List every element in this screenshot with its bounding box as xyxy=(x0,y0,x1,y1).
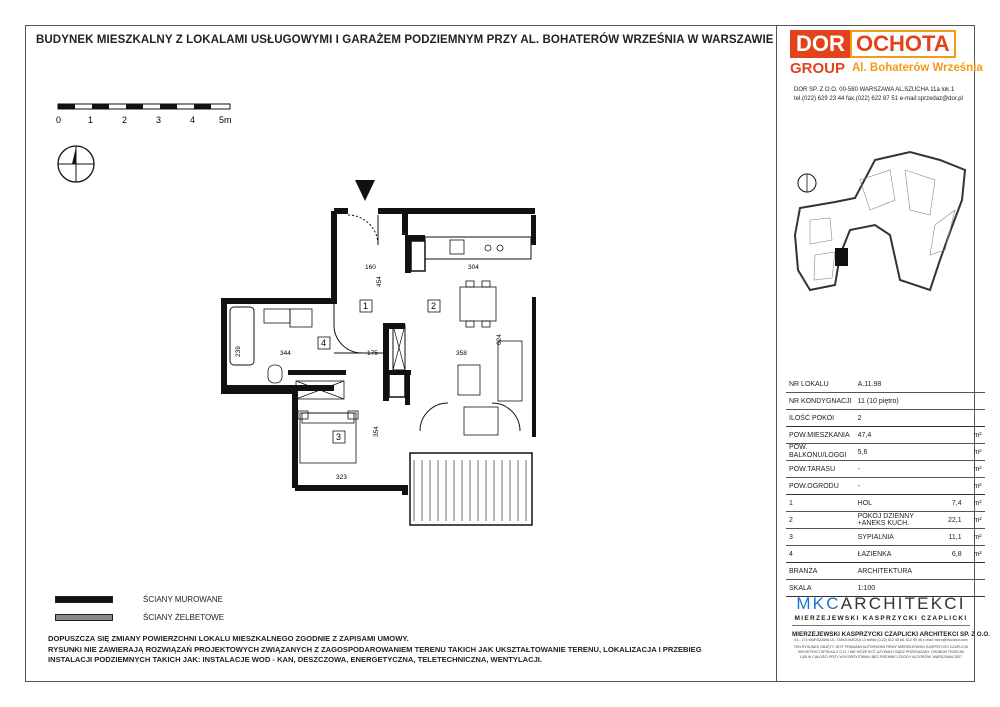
architect-architekci: ARCHITEKCI xyxy=(840,594,966,613)
table-row xyxy=(786,444,985,461)
entrance-arrow-icon xyxy=(355,180,375,201)
scale-label: 5m xyxy=(219,115,232,125)
scale-label: 4 xyxy=(190,115,196,125)
dimension-label: 175 xyxy=(367,350,378,357)
room-no: 2 xyxy=(786,512,855,529)
table-row xyxy=(786,427,985,444)
info-unit: m² xyxy=(965,495,985,512)
info-label: BRANŻA xyxy=(786,563,855,580)
company-address: DOR SP. Z O.O. 00-580 WARSZAWA AL.SZUCHA 11a lok.1 xyxy=(794,87,955,93)
scale-label: 0 xyxy=(56,115,62,125)
dimension-label: 624 xyxy=(496,334,503,345)
scale-label: 3 xyxy=(156,115,162,125)
logo-street: Al. Bohaterów Września xyxy=(852,62,983,74)
note-line: INSTALACJI PODZIEMNYCH TAKICH JAK: INSTALACJE WOD - KAN, DESZCZOWA, ENERGETYCZNA, TELETECHNICZNA, WENTYLACJI. xyxy=(48,655,543,664)
info-label: NR LOKALU xyxy=(786,376,855,393)
room-name-area xyxy=(855,529,965,546)
logo-ochota: OCHOTA xyxy=(850,30,956,58)
room-name: SYPIALNIA xyxy=(857,533,894,541)
architect-logo xyxy=(792,594,970,614)
architect-names: MIERZEJEWSKI KASPRZYCKI CZAPLICKI xyxy=(794,615,968,622)
apartment-info-table xyxy=(786,376,985,597)
info-value: A.11.98 xyxy=(855,376,985,393)
sheet-divider xyxy=(776,25,777,682)
table-row xyxy=(786,393,985,410)
room-number: 2 xyxy=(431,301,437,311)
info-unit: m² xyxy=(965,444,985,461)
info-value: - xyxy=(855,461,965,478)
room-number: 4 xyxy=(321,338,327,348)
info-value: ARCHITEKTURA xyxy=(855,563,985,580)
logo-group: GROUP xyxy=(790,60,846,77)
info-unit: m² xyxy=(965,461,985,478)
legend-label: ŚCIANY MUROWANE xyxy=(143,595,224,604)
dimension-label: 323 xyxy=(336,474,347,481)
table-row xyxy=(786,546,985,563)
info-label: ILOŚĆ POKOI xyxy=(786,410,855,427)
scale-label: 1 xyxy=(88,115,94,125)
info-label: POW. BALKONU/LOGGI xyxy=(786,444,855,461)
room-number: 1 xyxy=(363,301,369,311)
company-contact xyxy=(794,86,963,104)
dimension-label: 160 xyxy=(365,264,376,271)
dimension-label: 358 xyxy=(456,350,467,357)
architect-address: 01 - 174 WARSZAWA UL. TARGOWICKA 13 tel/fax (0-22) 612 48 88, 612 49 48 e-mail: biuro@mkcarch.com xyxy=(794,638,968,642)
info-value: 5,6 xyxy=(855,444,965,461)
table-row xyxy=(786,563,985,580)
room-area: 7,4 xyxy=(951,499,962,507)
dimension-label: 454 xyxy=(376,276,383,287)
sheet-title: BUDYNEK MIESZKALNY Z LOKALAMI USŁUGOWYMI I GARAŻEM PODZIEMNYM PRZY AL. BOHATERÓW WRZEŚNIA W WARSZAWIE xyxy=(36,34,774,46)
legend-label: ŚCIANY ŻELBETOWE xyxy=(143,613,225,622)
note-line: RYSUNKI NIE ZAWIERAJĄ ROZWIĄZAŃ PROJEKTOWYCH ZWIĄZANYCH Z ZAGOSPODAROWANIEM TERENU TAKICH JAK UKSZTAŁTOWANIE TERENU, LOKALIZACJA I PRZEBIEG xyxy=(48,644,702,654)
table-row xyxy=(786,529,985,546)
info-label: POW.TARASU xyxy=(786,461,855,478)
info-value: - xyxy=(855,478,965,495)
architect-mkc: MKC xyxy=(796,594,841,613)
dimension-label: 354 xyxy=(373,426,380,437)
info-value: 47,4 xyxy=(855,427,965,444)
note-line: DOPUSZCZA SIĘ ZMIANY POWIERZCHNI LOKALU MIESZKALNEGO ZGODNIE Z ZAPISAMI UMOWY. xyxy=(48,634,409,643)
info-label: POW.OGRODU xyxy=(786,478,855,495)
room-name-area xyxy=(855,495,965,512)
legend-swatch-zelbetowe xyxy=(55,614,113,621)
info-label: POW.MIESZKANIA xyxy=(786,427,855,444)
table-row xyxy=(786,461,985,478)
room-no: 1 xyxy=(786,495,855,512)
floor-plan xyxy=(210,175,570,540)
room-area: 22,1 xyxy=(948,517,962,524)
legend-swatch-murowane xyxy=(55,596,113,603)
room-area: 6,8 xyxy=(951,550,962,558)
room-name: POKÓJ DZIENNY +ANEKS KUCH. xyxy=(857,513,914,527)
copyright-line: ARCHITEKCI SPÓŁKA Z O.O. I NIE MOŻE BYĆ UŻYWANY BĄDŹ PRZEKAZANY OSOBOM TRZECIM xyxy=(798,650,964,654)
info-value: 11 (10 piętro) xyxy=(855,393,985,410)
logo-dor: DOR xyxy=(790,30,851,58)
north-arrow-icon xyxy=(56,144,96,189)
room-name-area xyxy=(855,546,965,563)
table-row xyxy=(786,410,985,427)
scale-bar xyxy=(48,100,248,135)
architect-firm: MIERZEJEWSKI KASPRZYCKI CZAPLICKI ARCHITEKCI SP. Z O.O. xyxy=(792,631,991,638)
dimension-label: 344 xyxy=(280,350,291,357)
room-no: 3 xyxy=(786,529,855,546)
dimension-label: 304 xyxy=(468,264,479,271)
info-unit: m² xyxy=(965,529,985,546)
table-row xyxy=(786,478,985,495)
room-name-area xyxy=(855,512,965,529)
table-row xyxy=(786,512,985,529)
architect-block xyxy=(792,594,991,660)
copyright-line: TEN RYSUNEK OBJĘTY JEST PRAWAMI AUTORSKIMI FIRMY MIERZEJEWSKI KASPRZYCKI CZAPLICKI xyxy=(793,645,969,649)
info-unit: m² xyxy=(965,512,985,529)
room-name: ŁAZIENKA xyxy=(857,550,892,558)
info-unit: m² xyxy=(965,546,985,563)
table-row xyxy=(786,495,985,512)
room-no: 4 xyxy=(786,546,855,563)
scale-label: 2 xyxy=(122,115,128,125)
apartment-location-marker xyxy=(835,248,848,266)
copyright-line: LUB W CAŁOŚCI PRZY WYKORZYSTANIU BEZ PISEMNEJ ZGODY AUTORÓW. WARSZAWA 2007 xyxy=(799,655,963,659)
info-value: 2 xyxy=(855,410,985,427)
table-row xyxy=(786,376,985,393)
company-phone: tel.(022) 629 23 44 fax.(022) 622 87 51 e-mail:sprzedaz@dor.pl xyxy=(794,96,963,102)
info-unit: m² xyxy=(965,427,985,444)
dimension-label: 239 xyxy=(235,346,242,357)
info-label: SKALA xyxy=(786,580,855,597)
info-unit: m² xyxy=(965,478,985,495)
room-number: 3 xyxy=(336,432,342,442)
key-plan xyxy=(780,140,975,305)
drawing-notes xyxy=(48,634,702,666)
info-label: NR KONDYGNACJI xyxy=(786,393,855,410)
info-value: 1:100 xyxy=(855,580,985,597)
room-area: 11,1 xyxy=(948,533,962,541)
room-name: HOL xyxy=(857,499,873,507)
